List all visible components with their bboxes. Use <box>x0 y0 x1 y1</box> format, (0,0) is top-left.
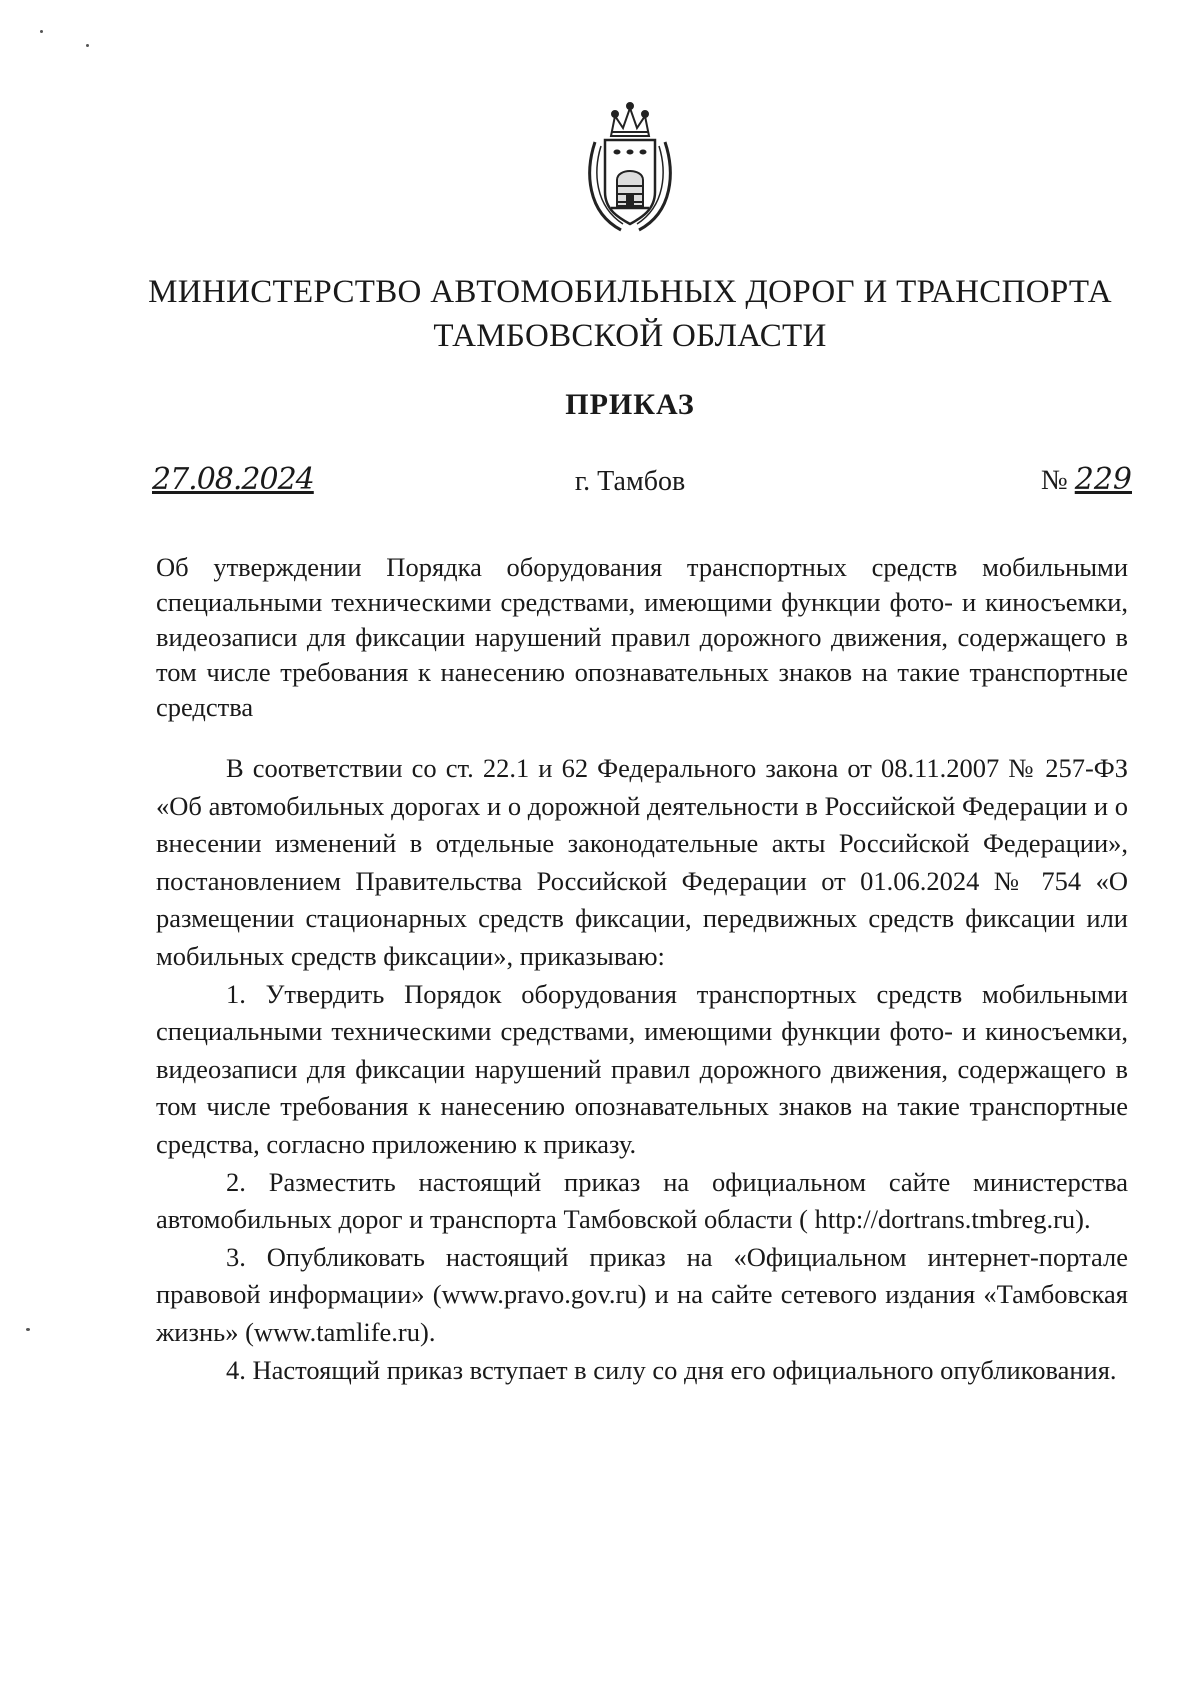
order-subject: Об утверждении Порядка оборудования транспортных средств мобильными специальными техническими средствами, имеющими функции фото- и киносъемки, видеозаписи для фиксации нарушений правил дорожного движения, содержащего в том числе требования к нанесению опознавательных знаков на такие транспортные средства <box>156 552 1128 722</box>
ministry-name <box>100 270 1160 358</box>
order-date-handwritten: 27.08.2024 <box>152 462 314 497</box>
order-number <box>1041 462 1132 497</box>
ministry-name-line2: ТАМБОВСКОЙ ОБЛАСТИ <box>433 318 827 354</box>
ministry-name-line1: МИНИСТЕРСТВО АВТОМОБИЛЬНЫХ ДОРОГ И ТРАНСПОРТА <box>148 274 1112 310</box>
order-body <box>156 750 1128 1389</box>
order-item-3: 3. Опубликовать настоящий приказ на «Официальном интернет-портале правовой информации» (www.pravo.gov.ru) и на сайте сетевого издания «Тамбовская жизнь» (www.tamlife.ru). <box>156 1241 1128 1347</box>
coat-of-arms-emblem <box>581 102 679 236</box>
document-type-title: ПРИКАЗ <box>565 388 695 421</box>
order-item-1: 1. Утвердить Порядок оборудования транспортных средств мобильными специальными техническими средствами, имеющими функции фото- и киносъемки, видеозаписи для фиксации нарушений правил дорожного движения, содержащего в том числе требования к нанесению опознавательных знаков на такие транспортные средства, согласно приложению к приказу. <box>156 978 1128 1159</box>
number-sign: № <box>1041 465 1068 496</box>
scan-speck <box>40 30 43 33</box>
order-item-2: 2. Разместить настоящий приказ на официальном сайте министерства автомобильных дорог и транспорта Тамбовской области ( http://dortrans.tmbreg.ru). <box>156 1166 1128 1235</box>
order-number-handwritten: 229 <box>1074 462 1132 497</box>
scan-speck <box>86 44 89 47</box>
order-item-4: 4. Настоящий приказ вступает в силу со дня его официального опубликования. <box>226 1354 1117 1385</box>
scan-speck <box>26 1328 30 1331</box>
order-city: г. Тамбов <box>574 466 686 497</box>
preamble-paragraph: В соответствии со ст. 22.1 и 62 Федерального закона от 08.11.2007 № 257-ФЗ «Об автомобильных дорогах и о дорожной деятельности в Российской Федерации и о внесении изменений в отдельные законодательные акты Российской Федерации», постановлением Правительства Российской Федерации от 01.06.2024 № 754 «О размещении стационарных средств фиксации, передвижных средств фиксации или мобильных средств фиксации», приказываю: <box>156 753 1128 971</box>
